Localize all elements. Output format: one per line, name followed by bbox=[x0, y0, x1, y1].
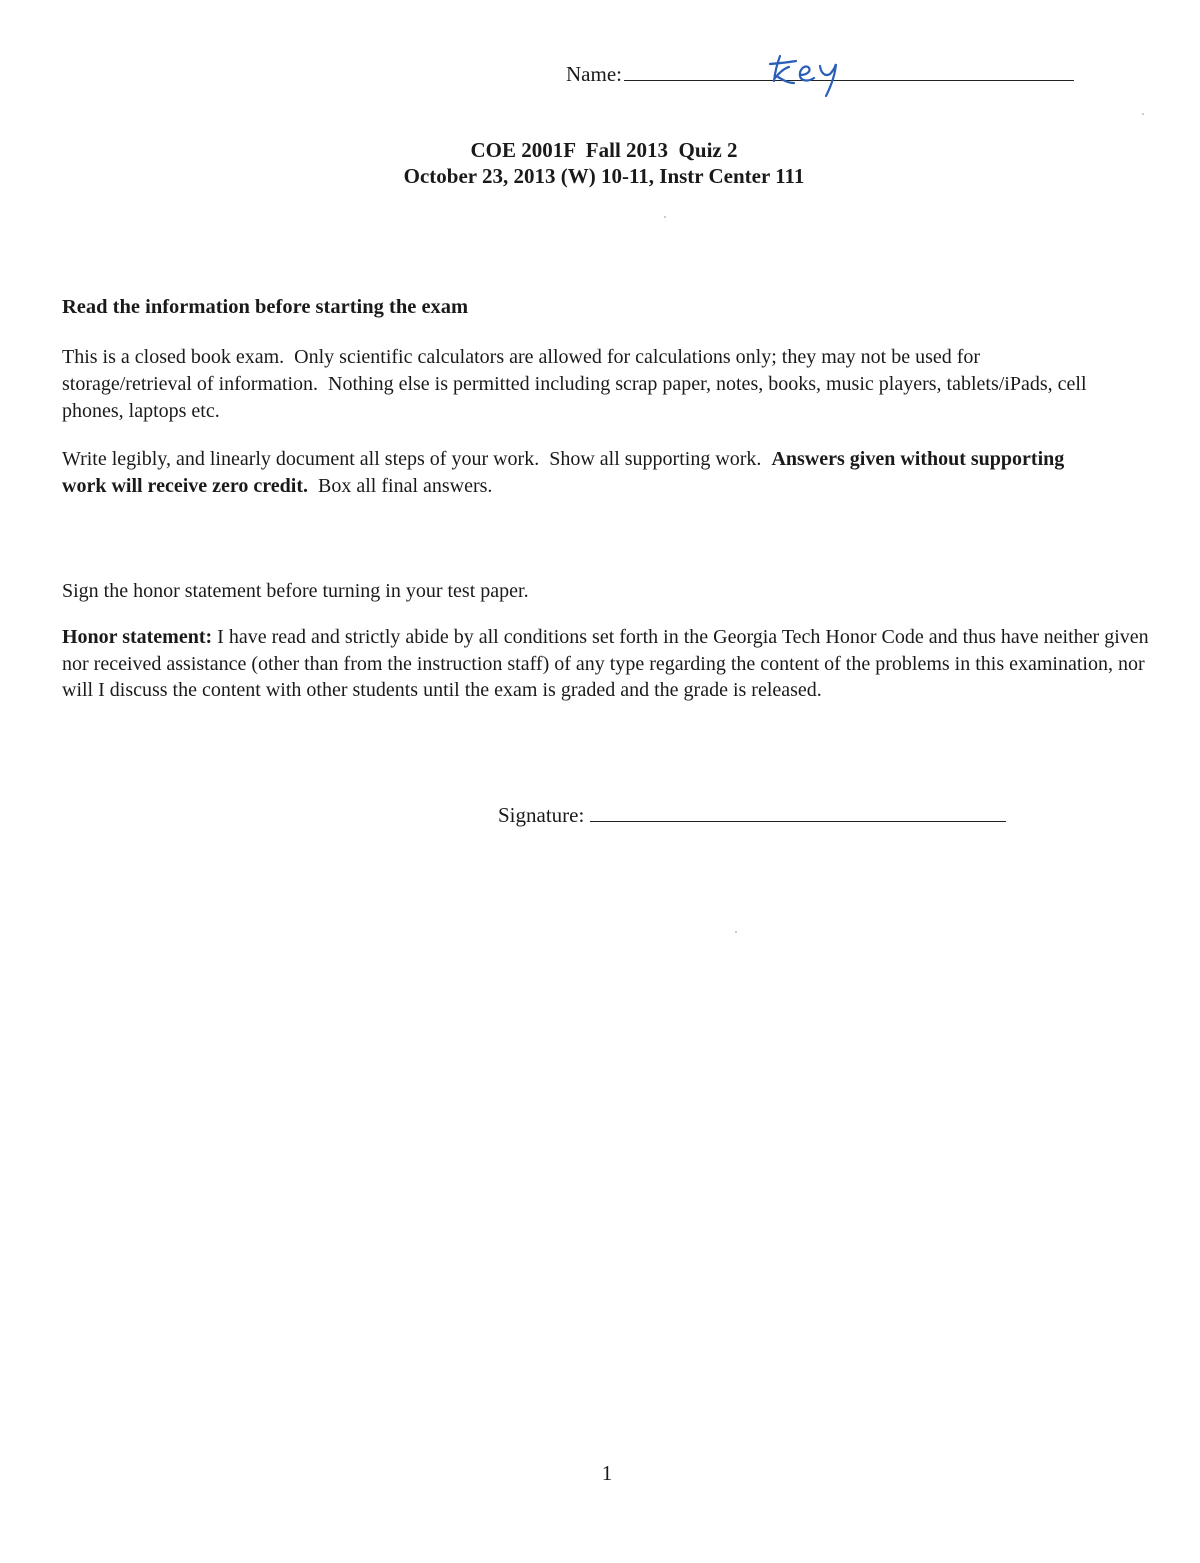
course-title: COE 2001F Fall 2013 Quiz 2 bbox=[470, 138, 738, 162]
exam-rules-paragraph: This is a closed book exam. Only scientific calculators are allowed for calculations only; they may not be used for storage/retrieval of information. Nothing else is permitted including scrap paper, notes, books, music players, tablets/iPads, cell phones, laptops etc. bbox=[62, 346, 1092, 422]
work-requirements-text: Write legibly, and linearly document all steps of your work. Show all supporting work. bbox=[62, 448, 772, 470]
work-requirements-paragraph bbox=[62, 446, 1082, 500]
honor-instruction: Sign the honor statement before turning in your test paper. bbox=[62, 580, 529, 602]
signature-field bbox=[498, 803, 1008, 833]
scan-speck bbox=[1142, 113, 1144, 115]
honor-statement-label: Honor statement: bbox=[62, 626, 213, 648]
exam-date-location: October 23, 2013 (W) 10-11, Instr Center 111 bbox=[403, 164, 805, 188]
signature-label: Signature: bbox=[498, 803, 585, 827]
page-number: 1 bbox=[601, 1461, 613, 1485]
scan-speck bbox=[735, 931, 737, 933]
instructions-heading: Read the information before starting the exam bbox=[62, 296, 469, 318]
honor-statement-text: I have read and strictly abide by all conditions set forth in the Georgia Tech Honor Code and thus have neither given nor received assistance (other than from the instruction staff) of any type regarding the content of the problems in this examination, nor will I discuss the content with other students until the exam is graded and the grade is released. bbox=[62, 626, 1149, 701]
signature-underline bbox=[590, 821, 1006, 822]
handwritten-name bbox=[766, 50, 856, 102]
name-field bbox=[566, 58, 1076, 98]
scan-speck bbox=[664, 216, 666, 218]
name-label: Name: bbox=[566, 62, 622, 86]
box-answers-text: Box all final answers. bbox=[308, 475, 493, 497]
zero-credit-warning: Answers given without supporting work will receive zero credit. bbox=[62, 448, 1070, 497]
honor-statement bbox=[62, 624, 1152, 704]
